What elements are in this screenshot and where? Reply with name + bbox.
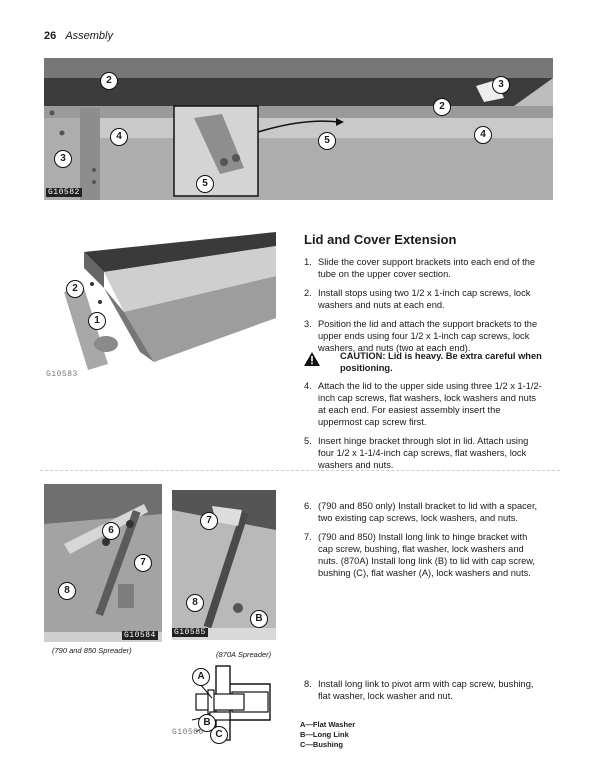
steps-4-5 bbox=[304, 380, 544, 478]
callout-6: 6 bbox=[102, 522, 120, 540]
callout-8: 8 bbox=[58, 582, 76, 600]
callout-4-right: 4 bbox=[474, 126, 492, 144]
step-2: 2. Install stops using two 1/2 x 1-inch cap screws, lock washers and nuts at each end. bbox=[304, 288, 531, 310]
photo-790-850 bbox=[44, 484, 162, 642]
callout-2: 2 bbox=[66, 280, 84, 298]
caution-text: CAUTION: Lid is heavy. Be extra careful when positioning. bbox=[340, 351, 542, 373]
step-7: 7. (790 and 850) Install long link to hinge bracket with cap screw, bushing, flat washer, lock washers and nuts. (870A) Install long link (B) to lid with cap screw, bushing (C), flat washer (A), lock washers and nuts. bbox=[304, 532, 536, 578]
step-5: 5. Insert hinge bracket through slot in lid. Attach using four 1/2 x 1-1/4-inch cap screws, flat washers, lock washers and nuts. bbox=[304, 436, 529, 470]
step-8-list bbox=[304, 678, 544, 709]
detail-drawing bbox=[170, 664, 280, 744]
caption-870a: (870A Spreader) bbox=[216, 650, 272, 659]
callout-a: A bbox=[192, 668, 210, 686]
section-title: Assembly bbox=[65, 30, 113, 42]
steps-6-7 bbox=[304, 500, 544, 586]
callout-1: 1 bbox=[88, 312, 106, 330]
top-photo-code: G10582 bbox=[48, 188, 80, 197]
callout-b-870a: B bbox=[250, 610, 268, 628]
lid-photo-code: G10583 bbox=[46, 370, 78, 379]
caption-790: (790 and 850 Spreader) bbox=[52, 646, 132, 655]
photo-790-code: G10584 bbox=[124, 631, 156, 640]
legend-a: A—Flat Washer bbox=[300, 720, 356, 729]
divider bbox=[40, 470, 560, 471]
warning-icon bbox=[304, 352, 320, 366]
callout-b: B bbox=[198, 714, 216, 732]
lid-photo bbox=[44, 232, 276, 382]
top-photo bbox=[44, 58, 553, 200]
callout-7-870a: 7 bbox=[200, 512, 218, 530]
photo-870a-code: G10585 bbox=[174, 628, 206, 637]
callout-4-left: 4 bbox=[110, 128, 128, 146]
step-1: 1. Slide the cover support brackets into each end of the tube on the upper cover section. bbox=[304, 257, 536, 279]
step-3: 3. Position the lid and attach the support brackets to the upper ends using four 1/2 x 1-inch cap screws, lock washers, and nuts (two at each end). bbox=[304, 319, 538, 353]
photo-870a bbox=[172, 490, 276, 640]
steps-1-3 bbox=[304, 256, 544, 361]
page-header bbox=[44, 30, 113, 42]
caution-notice bbox=[304, 350, 544, 374]
step-8: 8. Install long link to pivot arm with cap screw, bushing, flat washer, lock washer and nut. bbox=[304, 679, 534, 701]
callout-2-right: 2 bbox=[433, 98, 451, 116]
callout-c: C bbox=[210, 726, 228, 744]
callout-2-left: 2 bbox=[100, 72, 118, 90]
section-heading: Lid and Cover Extension bbox=[304, 232, 457, 247]
legend-b: B—Long Link bbox=[300, 730, 349, 739]
callout-5-right: 5 bbox=[318, 132, 336, 150]
step-4: 4. Attach the lid to the upper side using three 1/2 x 1-1/2-inch cap screws, flat washers, lock washers and nuts at each end. For easiest assembly insert the uppermost cap screw first. bbox=[304, 381, 542, 427]
callout-3-left: 3 bbox=[54, 150, 72, 168]
lid-illustration bbox=[44, 232, 276, 382]
callout-5-inset: 5 bbox=[196, 175, 214, 193]
legend bbox=[300, 720, 355, 750]
legend-c: C—Bushing bbox=[300, 740, 343, 749]
step-6: 6. (790 and 850 only) Install bracket to lid with a spacer, two existing cap screws, lock washers, and nuts. bbox=[304, 501, 538, 523]
callout-8-870a: 8 bbox=[186, 594, 204, 612]
callout-3-right: 3 bbox=[492, 76, 510, 94]
page-number: 26 bbox=[44, 30, 57, 42]
callout-7: 7 bbox=[134, 554, 152, 572]
detail-code: G10586 bbox=[172, 728, 204, 737]
